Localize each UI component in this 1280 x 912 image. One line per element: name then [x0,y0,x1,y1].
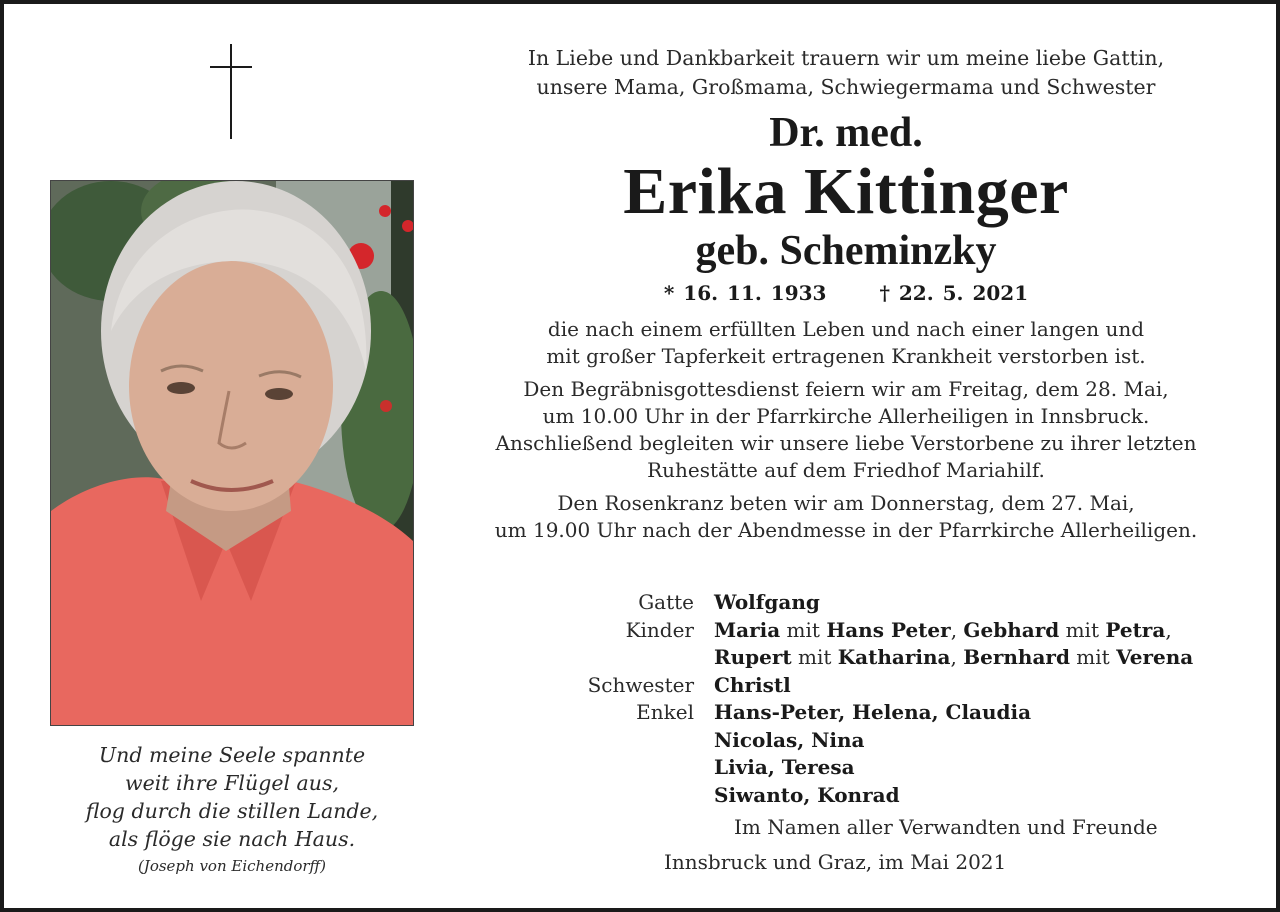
deceased-name: Erika Kittinger [623,155,1069,228]
partner-name: Hans Peter [826,617,951,642]
family-value [714,617,1246,645]
connector: mit [791,645,838,669]
family-row [466,644,1246,672]
intro-line: In Liebe und Dankbarkeit trauern wir um meine liebe Gattin, [527,46,1165,70]
text-line: um 19.00 Uhr nach der Abendmesse in der Pfarrkirche Allerheiligen. [494,518,1198,542]
connector: , [950,645,964,669]
text-line: mit großer Tapferkeit ertragenen Krankheit verstorben ist. [546,344,1146,368]
child-name: Rupert [714,645,792,669]
death-date: † 22. 5. 2021 [879,281,1029,305]
family-row [466,727,1246,755]
text-line: die nach einem erfüllten Leben und nach einer langen und [547,317,1145,341]
paragraph [466,316,1226,370]
spouse-name: Wolfgang [714,590,820,614]
family-row [466,782,1246,810]
family-label: Schwester [587,672,694,697]
birth-date: * 16. 11. 1933 [663,281,827,305]
maiden-name: geb. Scheminzky [695,228,997,274]
text-line: Den Rosenkranz beten wir am Donnerstag, dem 27. Mai, [557,491,1135,515]
child-name: Maria [714,617,781,642]
family-value [714,644,1246,672]
family-row [466,617,1246,645]
paragraph [466,376,1226,484]
place-date: Innsbruck und Graz, im Mai 2021 [664,850,1007,874]
partner-name: Verena [1116,645,1194,669]
life-dates [466,280,1226,306]
child-name: Gebhard [963,617,1060,642]
partner-name: Petra [1105,617,1166,642]
family-value [714,727,1246,755]
grandchildren-names: Hans-Peter, Helena, Claudia [714,700,1032,724]
connector: mit [1069,645,1117,669]
text-line: Anschließend begleiten wir unsere liebe Verstorbene zu ihrer letzten [495,431,1197,455]
grandchildren-names: Siwanto, Konrad [714,782,900,807]
text-line: Ruhestätte auf dem Friedhof Mariahilf. [647,458,1045,482]
paragraph [466,490,1226,544]
intro-line: unsere Mama, Großmama, Schwiegermama und Schwester [536,75,1156,99]
grandchildren-names: Nicolas, Nina [714,727,865,752]
poem-line: flog durch die stillen Lande, [85,799,379,823]
connector: mit [1059,617,1106,642]
family-label: Kinder [625,617,694,642]
poem-line: weit ihre Flügel aus, [125,771,339,795]
family-label: Enkel [636,700,694,724]
family-value [714,589,1246,617]
family-row [466,589,1246,617]
closing-line: Im Namen aller Verwandten und Freunde [734,815,1158,839]
poem-line: als flöge sie nach Haus. [108,827,356,851]
announcement-text [466,44,1226,544]
portrait-photo [50,180,414,726]
family-list [466,589,1246,809]
partner-name: Katharina [837,645,951,669]
text-line: um 10.00 Uhr in der Pfarrkirche Allerheiligen in Innsbruck. [542,404,1150,428]
family-value [714,782,1246,810]
family-row [466,754,1246,782]
cross-icon [210,44,252,139]
connector: , [1165,617,1172,642]
sister-name: Christl [714,672,791,697]
poem-line: Und meine Seele spannte [98,743,366,767]
family-row [466,699,1246,727]
poem [44,741,420,877]
portrait-illustration [51,181,413,725]
poem-source: (Joseph von Eichendorff) [137,857,327,875]
grandchildren-names: Livia, Teresa [714,755,855,779]
academic-title: Dr. med. [769,110,923,156]
family-value [714,699,1246,727]
child-name: Bernhard [963,645,1070,669]
family-row [466,672,1246,700]
text-line: Den Begräbnisgottesdienst feiern wir am Freitag, dem 28. Mai, [523,377,1169,401]
connector: mit [780,617,827,642]
family-value [714,672,1246,700]
connector: , [950,617,964,642]
family-value [714,754,1246,782]
intro-text [466,44,1226,102]
family-label: Gatte [638,590,694,614]
